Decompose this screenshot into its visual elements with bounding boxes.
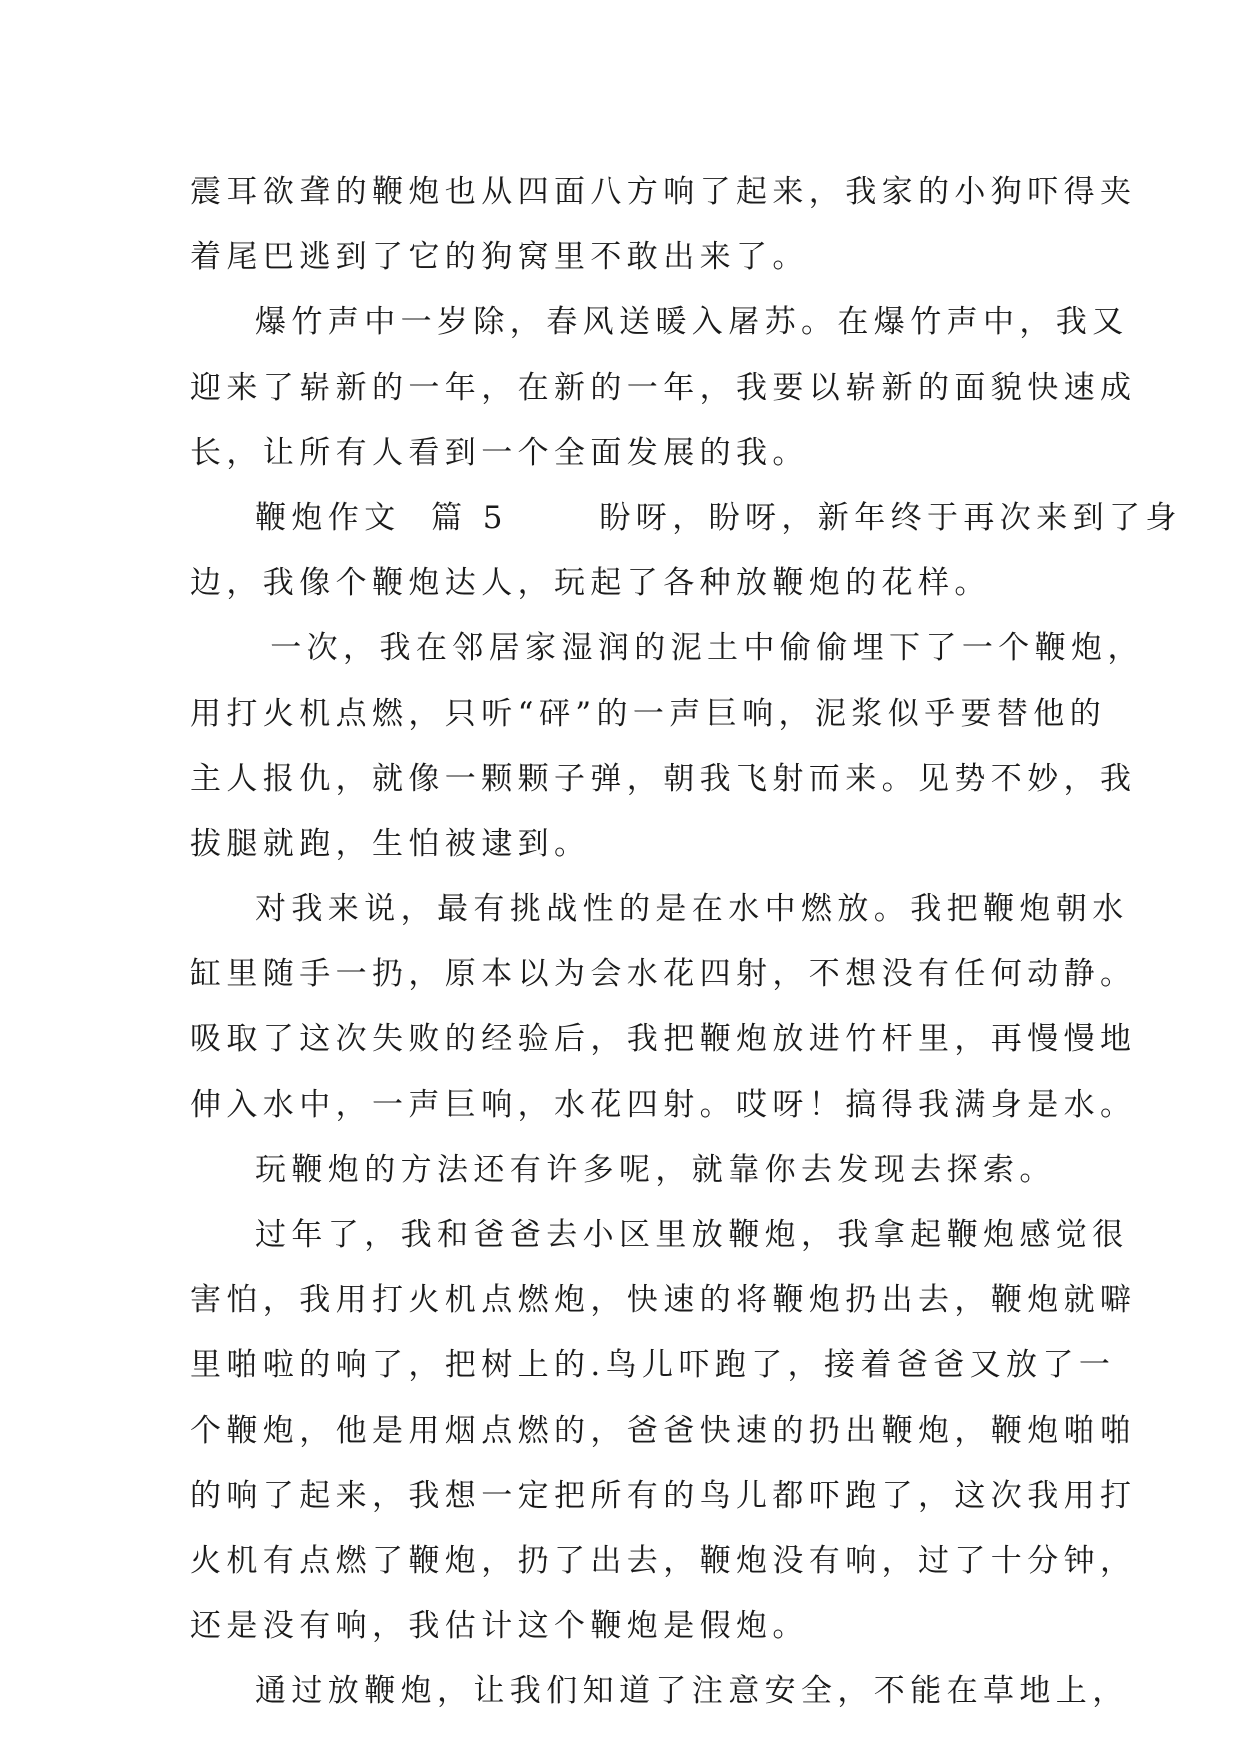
text-line: 缸里随手一扔，原本以为会水花四射，不想没有任何动静。: [190, 956, 1137, 993]
text-line: 边，我像个鞭炮达人，玩起了各种放鞭炮的花样。: [190, 565, 991, 602]
text-line: 里啪啦的响了，把树上的.鸟儿吓跑了，接着爸爸又放了一: [190, 1347, 1116, 1384]
text-line: 吸取了这次失败的经验后，我把鞭炮放进竹杆里，再慢慢地: [190, 1021, 1137, 1058]
text-line: 主人报仇，就像一颗颗子弹，朝我飞射而来。见势不妙，我: [190, 760, 1137, 797]
text-line: 还是没有响，我估计这个鞭炮是假炮。: [190, 1608, 809, 1645]
text-line: 一次，我在邻居家湿润的泥土中偷偷埋下了一个鞭炮，: [255, 630, 1144, 667]
text-line: 爆竹声中一岁除，春风送暖入屠苏。在爆竹声中，我又: [255, 304, 1129, 341]
text-line: 震耳欲聋的鞭炮也从四面八方响了起来，我家的小狗吓得夹: [190, 174, 1137, 210]
text-line: 火机有点燃了鞭炮，扔了出去，鞭炮没有响，过了十分钟，: [190, 1542, 1137, 1579]
text-line: 的响了起来，我想一定把所有的鸟儿都吓跑了，这次我用打: [190, 1477, 1137, 1514]
text-line: 伸入水中，一声巨响，水花四射。哎呀！搞得我满身是水。: [190, 1086, 1137, 1123]
text-line: 着尾巴逃到了它的狗窝里不敢出来了。: [190, 239, 809, 276]
text-line: 拔腿就跑，生怕被逮到。: [190, 825, 591, 862]
text-line: 对我来说，最有挑战性的是在水中燃放。我把鞭炮朝水: [255, 891, 1129, 928]
text-line: 通过放鞭炮，让我们知道了注意安全，不能在草地上，: [255, 1673, 1129, 1710]
text-line: 害怕，我用打火机点燃炮，快速的将鞭炮扔出去，鞭炮就噼: [190, 1282, 1137, 1319]
text-line: 迎来了崭新的一年，在新的一年，我要以崭新的面貌快速成: [190, 369, 1137, 406]
text-line: 过年了，我和爸爸去小区里放鞭炮，我拿起鞭炮感觉很: [255, 1217, 1129, 1253]
text-line: 用打火机点燃，只听“砰”的一声巨响，泥浆似乎要替他的: [190, 695, 1107, 732]
section-heading-line: 鞭炮作文 篇 5 盼呀，盼呀，新年终于再次来到了身: [255, 499, 1182, 536]
essay-body: [190, 160, 1182, 1725]
text-line: 个鞭炮，他是用烟点燃的，爸爸快速的扔出鞭炮，鞭炮啪啪: [190, 1412, 1137, 1449]
text-line: 长，让所有人看到一个全面发展的我。: [190, 434, 809, 471]
text-line: 玩鞭炮的方法还有许多呢，就靠你去发现去探索。: [255, 1151, 1056, 1188]
